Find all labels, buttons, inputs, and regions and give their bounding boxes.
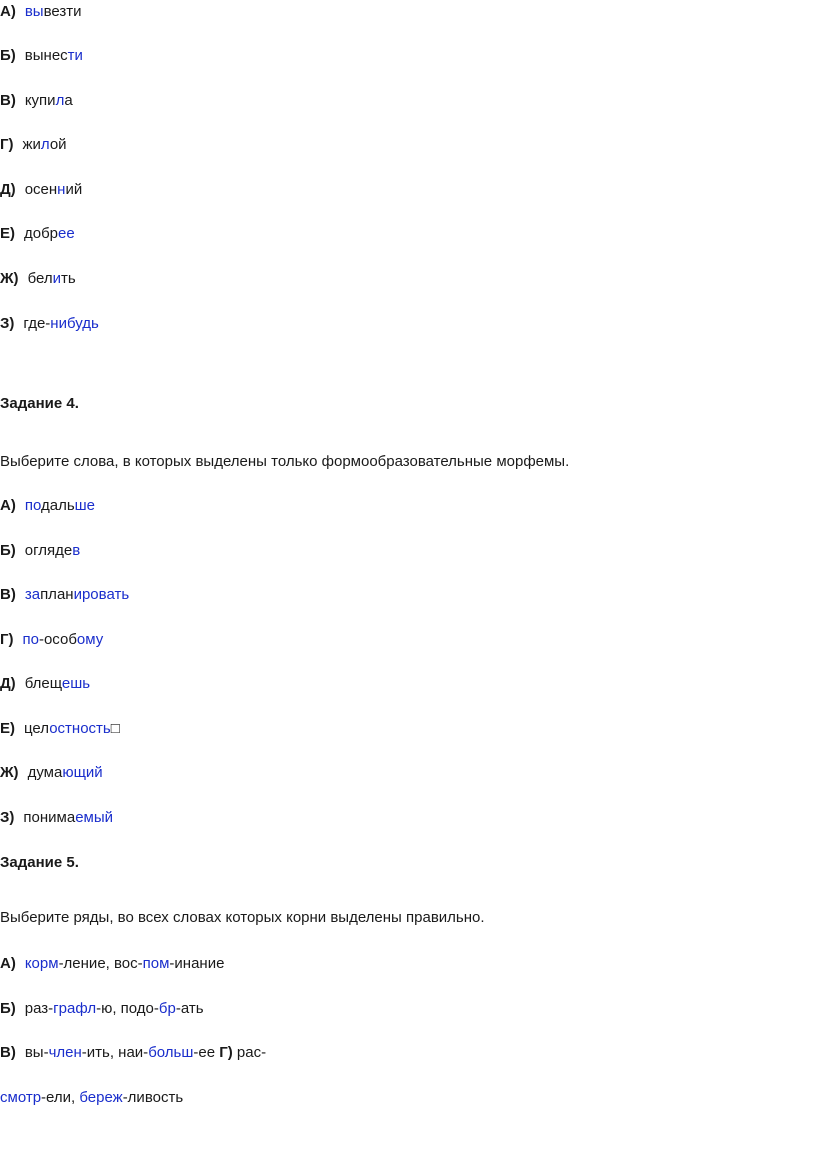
answer-option [0,314,99,334]
word-segment: осен [24,181,58,198]
highlighted-morpheme: ющий [62,764,103,781]
option-label: Г) [0,631,14,648]
option-label: А) [0,3,16,20]
answer-option [0,808,113,828]
word-segment: огляде [24,542,73,559]
word-segment: -ление, вос- [58,955,143,972]
highlighted-morpheme: вы [24,3,44,20]
word-segment: □ [110,720,120,737]
answer-option [0,496,95,516]
answer-option [0,630,103,650]
option-label: Ж) [0,270,19,287]
word-segment: -ее [193,1044,220,1061]
word-segment: -ю, подо- [96,1000,159,1017]
option-label: Ж) [0,764,19,781]
option-label: Г) [0,136,14,153]
option-label: А) [0,497,16,514]
word-segment: раз- [24,1000,54,1017]
highlighted-morpheme: за [24,586,41,603]
word-segment: бел [27,270,53,287]
word-segment: -ели, [41,1089,80,1106]
answer-option [0,224,75,244]
task-heading [0,394,79,414]
option-label: Е) [0,720,15,737]
option-label: Б) [0,1000,16,1017]
answer-option [0,1088,183,1108]
word-segment: понима [23,809,76,826]
word-segment: -ить, наи- [81,1044,149,1061]
answer-option [0,2,82,22]
word-segment: Г) [219,1044,233,1061]
word-segment: цел [24,720,50,737]
highlighted-morpheme: по [22,631,39,648]
option-label: Б) [0,47,16,64]
word-segment: жи [22,136,41,153]
highlighted-morpheme: н [57,181,66,198]
word-segment: план [40,586,74,603]
answer-option [0,954,224,974]
answer-option [0,46,83,66]
highlighted-morpheme: ее [58,225,75,242]
highlighted-morpheme: пом [142,955,170,972]
highlighted-morpheme: емый [75,809,114,826]
highlighted-morpheme: и [52,270,61,287]
answer-option [0,91,73,111]
answer-option [0,135,67,155]
highlighted-morpheme: бр [158,1000,176,1017]
answer-option [0,585,129,605]
word-segment: ть [60,270,76,287]
option-label: В) [0,586,16,603]
highlighted-morpheme: корм [24,955,59,972]
answer-option [0,1043,266,1063]
highlighted-morpheme: л [40,136,50,153]
task-instruction [0,908,485,928]
word-segment: вынес [24,47,68,64]
word-segment: вы- [24,1044,49,1061]
highlighted-morpheme: ти [67,47,83,64]
task-heading-text: Задание 5. [0,854,79,871]
highlighted-morpheme: ому [76,631,104,648]
answer-option [0,763,103,783]
answer-option [0,269,76,289]
option-label: Б) [0,542,16,559]
option-label: В) [0,92,16,109]
highlighted-morpheme: больш [148,1044,194,1061]
word-segment: где- [23,315,51,332]
option-label: В) [0,1044,16,1061]
word-segment: даль [40,497,75,514]
word-segment: дума [27,764,63,781]
option-label: З) [0,809,15,826]
highlighted-morpheme: графл [53,1000,97,1017]
highlighted-morpheme: ше [74,497,96,514]
word-segment: -инание [169,955,225,972]
option-label: Д) [0,675,16,692]
word-segment: -ливость [122,1089,184,1106]
highlighted-morpheme: л [55,92,65,109]
highlighted-morpheme: смотр [0,1089,42,1106]
highlighted-morpheme: береж [79,1089,123,1106]
word-segment: блещ [24,675,62,692]
answer-option [0,541,80,561]
option-label: А) [0,955,16,972]
option-label: Е) [0,225,15,242]
highlighted-morpheme: нибудь [50,315,99,332]
answer-option [0,180,82,200]
highlighted-morpheme: ешь [61,675,91,692]
answer-option [0,674,90,694]
highlighted-morpheme: остность [49,720,111,737]
word-segment: ой [49,136,67,153]
option-label: З) [0,315,15,332]
task-instruction [0,452,569,472]
task-heading-text: Задание 4. [0,395,79,412]
word-segment: купи [24,92,56,109]
task-instruction-text: Выберите слова, в которых выделены только формообразовательные морфемы. [0,453,570,470]
word-segment: а [64,92,73,109]
option-label: Д) [0,181,16,198]
highlighted-morpheme: член [48,1044,82,1061]
word-segment: -особ [38,631,77,648]
answer-option [0,999,204,1019]
task-instruction-text: Выберите ряды, во всех словах которых корни выделены правильно. [0,909,485,926]
word-segment: ий [65,181,83,198]
answer-option [0,719,120,739]
task-heading [0,853,79,873]
word-segment: рас- [232,1044,267,1061]
highlighted-morpheme: ировать [73,586,130,603]
highlighted-morpheme: в [72,542,81,559]
word-segment: везти [43,3,82,20]
word-segment: -ать [175,1000,204,1017]
highlighted-morpheme: по [24,497,41,514]
word-segment: добр [24,225,59,242]
